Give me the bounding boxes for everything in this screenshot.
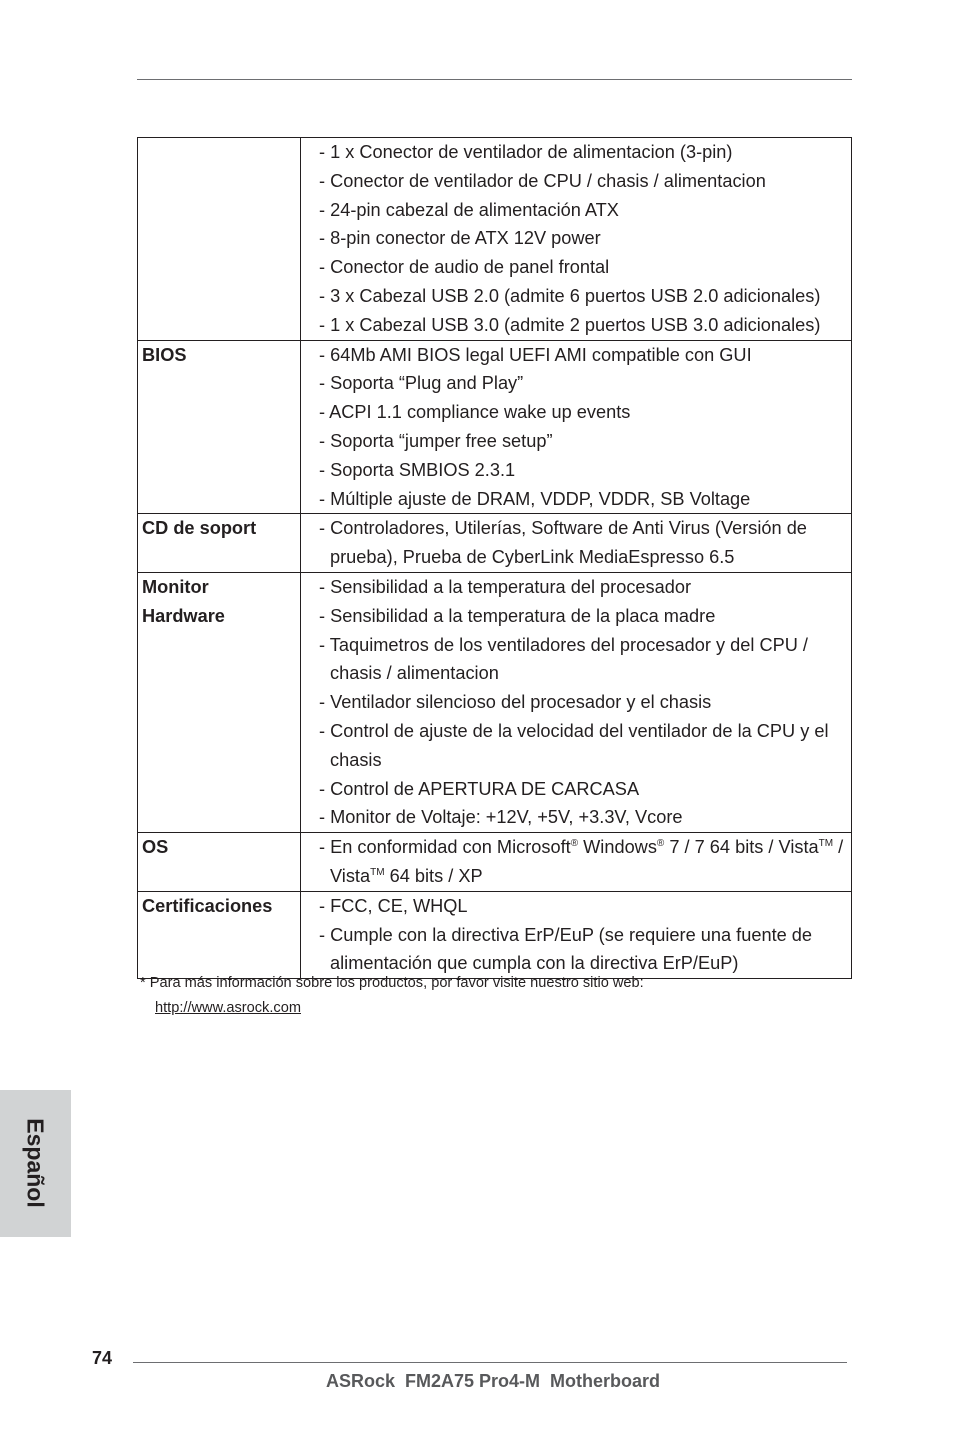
os-text: - En conformidad con Microsoft xyxy=(319,837,571,858)
spec-items-bios xyxy=(301,340,852,514)
trademark-mark: TM xyxy=(818,838,834,850)
spec-label-certifications: Certificaciones xyxy=(138,891,301,978)
spec-item: - Sensibilidad a la temperatura de la placa madre xyxy=(319,605,716,626)
spec-item: - Cumple con la directiva ErP/EuP (se requiere una fuente de alimentación que cumpla con la directiva ErP/EuP) xyxy=(319,924,813,974)
spec-item: - Conector de audio de panel frontal xyxy=(319,257,610,278)
spec-item: - Taquimetros de los ventiladores del procesador y del CPU / chasis / alimentacion xyxy=(319,634,808,684)
spec-item: - Soporta “jumper free setup” xyxy=(319,430,553,451)
spec-item: - 24-pin cabezal de alimentación ATX xyxy=(319,199,619,220)
page-number: 74 xyxy=(92,1348,113,1368)
spec-label-line: Monitor xyxy=(142,576,209,597)
spec-label-empty xyxy=(138,138,301,341)
footer-rule xyxy=(133,1362,847,1363)
spec-item: - Soporta SMBIOS 2.3.1 xyxy=(319,459,516,480)
spec-item-os xyxy=(319,833,851,891)
os-text: 7 / 7 64 bits / Vista xyxy=(664,837,819,858)
spec-items-hardware-monitor xyxy=(301,572,852,832)
spec-row-bios xyxy=(138,340,852,514)
spec-item: - Múltiple ajuste de DRAM, VDDP, VDDR, SB Voltage xyxy=(319,488,751,509)
spec-item: - Control de APERTURA DE CARCASA xyxy=(319,778,640,799)
spec-item: - 3 x Cabezal USB 2.0 (admite 6 puertos USB 2.0 adicionales) xyxy=(319,285,821,306)
spec-item: - 64Mb AMI BIOS legal UEFI AMI compatible con GUI xyxy=(319,344,752,365)
spec-label-os: OS xyxy=(138,833,301,892)
spec-item: - Soporta “Plug and Play” xyxy=(319,373,524,394)
trademark-mark: TM xyxy=(370,866,385,878)
website-link[interactable]: http://www.asrock.com xyxy=(155,1000,301,1016)
spec-item: - Monitor de Voltaje: +12V, +5V, +3.3V, Vcore xyxy=(319,807,683,828)
spec-items-connectors xyxy=(301,138,852,341)
footnote xyxy=(140,971,644,1021)
spec-item: - ACPI 1.1 compliance wake up events xyxy=(319,402,631,423)
spec-label-bios: BIOS xyxy=(138,340,301,514)
header-rule xyxy=(137,79,852,80)
language-tab xyxy=(0,1090,71,1237)
spec-items-os xyxy=(301,833,852,892)
spec-row-hardware-monitor xyxy=(138,572,852,832)
spec-item: - Ventilador silencioso del procesador y el chasis xyxy=(319,692,712,713)
spec-table xyxy=(137,137,852,979)
spec-label-support-cd: CD de soport xyxy=(138,514,301,573)
registered-mark: ® xyxy=(570,838,579,850)
footnote-text: * Para más información sobre los productos, por favor visite nuestro sitio web: xyxy=(140,975,644,991)
spec-row-connectors xyxy=(138,138,852,341)
os-text: 64 bits / XP xyxy=(384,865,483,886)
spec-item: - 1 x Cabezal USB 3.0 (admite 2 puertos USB 3.0 adicionales) xyxy=(319,314,821,335)
registered-mark: ® xyxy=(656,838,665,850)
spec-row-os xyxy=(138,833,852,892)
spec-item: - Control de ajuste de la velocidad del ventilador de la CPU y el chasis xyxy=(319,720,829,770)
footer-title: ASRock FM2A75 Pro4-M Motherboard xyxy=(326,1371,661,1391)
spec-items-support-cd xyxy=(301,514,852,573)
spec-row-support-cd xyxy=(138,514,852,573)
spec-item: - Sensibilidad a la temperatura del procesador xyxy=(319,576,692,597)
spec-item: - FCC, CE, WHQL xyxy=(319,895,468,916)
spec-item: - Controladores, Utilerías, Software de Anti Virus (Versión de prueba), Prueba de CyberLink MediaEspresso 6.5 xyxy=(319,518,807,568)
spec-item: - 8-pin conector de ATX 12V power xyxy=(319,228,601,249)
spec-items-certifications xyxy=(301,891,852,978)
spec-item: - Conector de ventilador de CPU / chasis / alimentacion xyxy=(319,170,766,191)
spec-item: - 1 x Conector de ventilador de alimentacion (3-pin) xyxy=(319,142,733,162)
os-text: / Vista xyxy=(330,837,844,886)
spec-label-hardware-monitor xyxy=(138,572,301,832)
os-text: Windows xyxy=(578,837,657,858)
spec-row-certifications xyxy=(138,891,852,978)
language-tab-label: Español xyxy=(22,1118,49,1208)
spec-label-line: Hardware xyxy=(142,605,225,626)
